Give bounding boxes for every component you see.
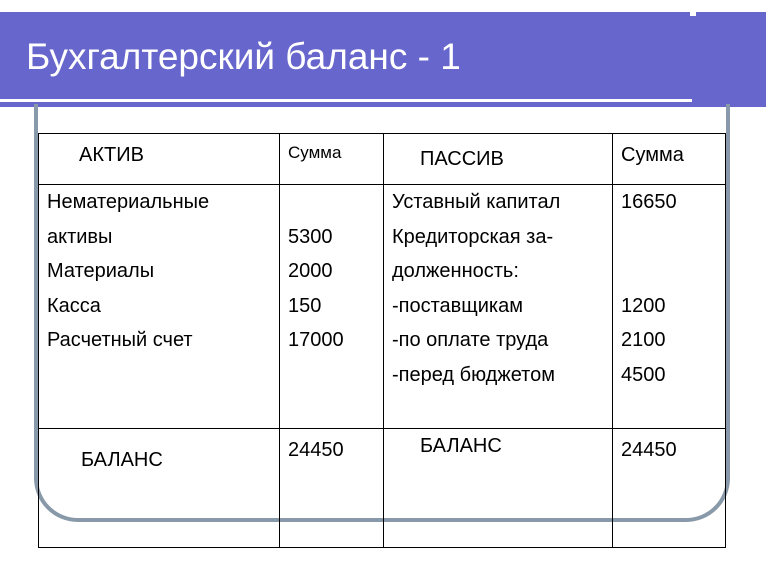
slide-title: Бухгалтерский баланс - 1 xyxy=(26,36,461,77)
liability-total-value: 24450 xyxy=(621,439,677,461)
title-underline xyxy=(0,99,692,102)
header-asset xyxy=(39,134,280,185)
asset-amounts-cell xyxy=(280,185,384,429)
asset-amount: 5300 xyxy=(288,225,333,248)
liability-item: -по оплате труда xyxy=(392,329,549,351)
asset-total-label-cell xyxy=(39,429,280,548)
header-liability xyxy=(384,134,613,185)
liability-total-label-cell xyxy=(384,429,613,548)
asset-item: Материалы xyxy=(47,260,155,282)
liability-amount: 1200 xyxy=(621,294,666,317)
asset-amount: 2000 xyxy=(288,260,333,282)
liability-total-label: БАЛАНС xyxy=(420,435,502,457)
liability-amount xyxy=(621,220,717,255)
header-row xyxy=(39,134,726,185)
liability-items-cell xyxy=(384,185,613,429)
asset-item: Касса xyxy=(47,294,101,317)
asset-total-label: БАЛАНС xyxy=(81,449,163,471)
asset-total-value: 24450 xyxy=(288,439,344,461)
items-row xyxy=(39,185,726,429)
asset-item: Расчетный счет xyxy=(47,329,193,351)
asset-amount: 150 xyxy=(288,294,322,317)
header-asset-label: АКТИВ xyxy=(79,144,144,166)
liability-item: -поставщикам xyxy=(392,294,523,317)
liability-item: долженность: xyxy=(392,260,519,282)
asset-total-cell xyxy=(280,429,384,548)
header-liability-sum xyxy=(613,134,726,185)
liability-item: Кредиторская за- xyxy=(392,225,554,248)
frame-edge xyxy=(726,104,730,144)
liability-amount: 4500 xyxy=(621,363,666,386)
liability-amount: 16650 xyxy=(621,191,677,213)
header-asset-sum-label: Сумма xyxy=(288,143,342,162)
header-liability-sum-label: Сумма xyxy=(621,144,684,166)
balance-table xyxy=(38,133,726,548)
title-corner xyxy=(690,12,696,16)
asset-item: Нематериальные xyxy=(47,191,210,213)
totals-row xyxy=(39,429,726,548)
asset-amount: 17000 xyxy=(288,329,344,351)
asset-items-cell xyxy=(39,185,280,429)
header-asset-sum xyxy=(280,134,384,185)
liability-amounts-cell xyxy=(613,185,726,429)
liability-total-cell xyxy=(613,429,726,548)
header-liability-label: ПАССИВ xyxy=(420,148,504,170)
asset-amount xyxy=(288,185,375,220)
liability-amount: 2100 xyxy=(621,329,666,351)
liability-amount xyxy=(621,254,717,289)
liability-item: -перед бюджетом xyxy=(392,363,555,386)
liability-item: Уставный капитал xyxy=(392,191,561,213)
asset-item: активы xyxy=(47,225,113,248)
